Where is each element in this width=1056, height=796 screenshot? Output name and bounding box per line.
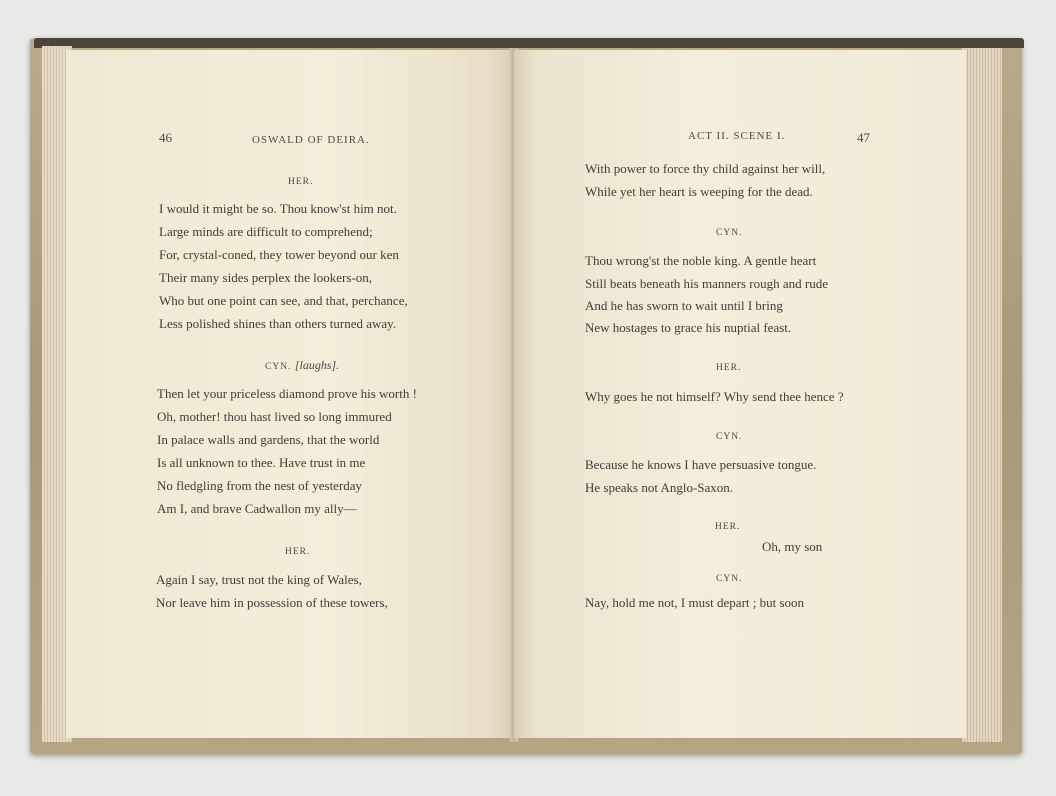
verse-line: Is all unknown to thee. Have trust in me [157, 455, 366, 470]
verse-line: Less polished shines than others turned away. [159, 316, 397, 331]
verse-line: Because he knows I have persuasive tongue. [585, 457, 817, 472]
verse-line: No fledgling from the nest of yesterday [157, 478, 363, 493]
verse-line: While yet her heart is weeping for the dead. [585, 184, 813, 199]
verse-line: Why goes he not himself? Why send thee hence ? [585, 389, 844, 404]
verse-line: New hostages to grace his nuptial feast. [585, 320, 792, 335]
verse-line: Thou wrong'st the noble king. A gentle heart [585, 253, 817, 268]
speaker-label: CYN. [716, 228, 743, 238]
verse-line: He speaks not Anglo-Saxon. [585, 480, 734, 495]
verse-line: Then let your priceless diamond prove his worth ! [157, 386, 417, 401]
page-number: 46 [159, 130, 172, 145]
speaker-label [265, 358, 339, 373]
verse-line: Again I say, trust not the king of Wales, [156, 572, 362, 587]
page-number: 47 [857, 130, 870, 145]
verse-line: For, crystal-coned, they tower beyond our ken [159, 247, 399, 262]
verse-line: Still beats beneath his manners rough and rude [585, 276, 828, 291]
verse-line: Large minds are difficult to comprehend; [159, 224, 373, 239]
speaker-label: CYN. [716, 432, 743, 442]
verse-line: Who but one point can see, and that, perchance, [159, 293, 408, 308]
verse-line: Am I, and brave Cadwallon my ally— [157, 501, 357, 516]
speaker-label: HER. [715, 522, 741, 532]
verse-line: Oh, my son [762, 539, 823, 554]
verse-line: And he has sworn to wait until I bring [585, 298, 783, 313]
speaker-label: CYN. [716, 574, 743, 584]
verse-line: Nor leave him in possession of these towers, [156, 595, 388, 610]
running-head: OSWALD OF DEIRA. [252, 134, 370, 146]
right-page [514, 50, 966, 738]
running-head: ACT II. SCENE I. [688, 130, 786, 142]
page-stack-right [962, 48, 1002, 742]
verse-line: I would it might be so. Thou know'st him not. [159, 201, 397, 216]
left-page [66, 50, 514, 738]
verse-line: With power to force thy child against her will, [585, 161, 826, 176]
speaker-label: HER. [288, 177, 314, 187]
verse-line: In palace walls and gardens, that the world [157, 432, 380, 447]
verse-line: Nay, hold me not, I must depart ; but soon [585, 595, 805, 610]
stage-direction: [laughs]. [294, 358, 340, 372]
verse-line: Their many sides perplex the lookers-on, [159, 270, 372, 285]
book-spine-edge [34, 38, 1024, 48]
speaker-label: HER. [716, 363, 742, 373]
speaker-label: HER. [285, 547, 311, 557]
verse-line: Oh, mother! thou hast lived so long immured [157, 409, 392, 424]
speaker-name: CYN. [265, 362, 292, 372]
